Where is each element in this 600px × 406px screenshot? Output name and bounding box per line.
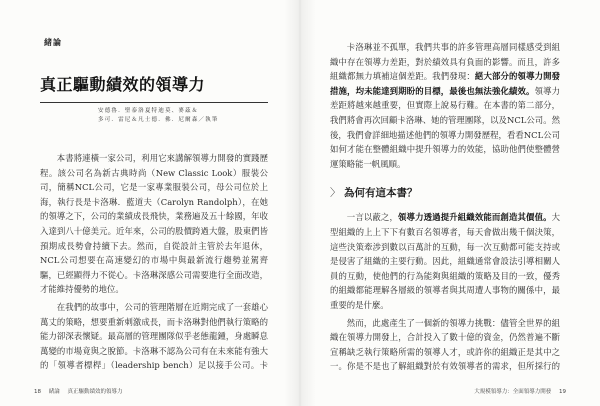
section-label: 緒論 — [44, 38, 62, 47]
paragraph: 然而，此處產生了一個新的領導力挑戰：儘管全世界的組織在領導力開發上，合計投入了數十億的資金，仍然普遍不斷宣稱缺乏執行策略所需的領導人才，或許你的組織正是其中之一。你是不是也了解組織對於有效領導者的需求，但所採行的 — [330, 317, 560, 372]
footer-title: 真正驅動績效的領導力 — [67, 389, 123, 395]
footer-title: 大規模領導力：全面領導力開發 — [474, 389, 552, 395]
author-credits — [98, 107, 258, 125]
footer-section: 緒論 — [48, 389, 60, 395]
title-divider — [40, 102, 268, 103]
paragraph: 本書將連橫一家公司，利用它來講解領導力開發的實踐歷程。該公司名為新古典時尚（New Classic Look）服裝公司，簡稱NCL公司，它是一家專業服裝公司，母公司位於上海，執行長是卡洛琳．藍道夫（Carolyn Randolph），在她的領導之下，公司的業績成長飛快，業務遍及五十餘國，年收入達到八十億美元。近年來，公司的股價跨過大盤，股東們皆預期成長勢會持續下去。然而，自從設計主管於去年退休，NCL公司想要在高速變幻的市場中與最新流行趨勢並駕齊驅，已經顯得力不從心。卡洛琳深感公司需要進行全面改造，才能維持優勢的地位。 — [40, 153, 268, 295]
page-number: 18 — [34, 389, 41, 395]
left-body-text — [40, 151, 268, 373]
text-run: 領導力差距將越來越重要，但實際上說易行難。在本書的第二部分，我們將會再次回顧卡洛琳、她的管理團隊，以及NCL公司。然後，我們會詳細地描述他們的領導力開發歷程，看看NCL公司如何才能在整體組織中提升領導力的效能，協助他們使整體營運策略能一帆風順。 — [330, 85, 560, 169]
right-page — [300, 0, 600, 406]
right-running-footer — [474, 388, 566, 396]
paragraph — [330, 40, 560, 171]
section-heading — [330, 185, 560, 201]
author-line: 多可．雷尼＆凡士德．佛．尼爾森／執筆 — [98, 117, 219, 123]
section-heading-text: 為何有這本書？ — [344, 187, 418, 200]
left-running-footer — [34, 388, 123, 396]
right-body-text — [330, 40, 560, 372]
chevron-right-icon: 〉 — [330, 187, 341, 200]
bold-text-run: 領導力透過提升組織效能而創造其價值。 — [398, 212, 552, 223]
author-line: 安德魯．聖泰洛夏特迪莫、麥茲＆ — [98, 108, 199, 114]
paragraph: 在我們的故事中，公司的管理階層在近期完成了一套雄心萬丈的策略，想要重新刺激成長，而卡洛琳對他們執行策略的能力卻深表懷疑。最高層的管理團隊似乎老態龍鍾，身處瞬息萬變的市場竟與之脫節。卡洛琳不認為公司有在未來能有強大的「領導者標桿」（leadership bench）足以接手公司。卡 — [40, 301, 268, 371]
text-run: 卡洛琳並不孤單，我們共事的許多管理高層同樣感受到組織中存在領導力差距，對於績效具有負面的影響。而且，許多組織都無力填補這個差距。我們發現： — [330, 42, 560, 82]
page-number: 19 — [559, 389, 566, 395]
text-run: 一言以蔽之， — [346, 212, 399, 223]
chapter-title: 真正驅動績效的領導力 — [40, 75, 206, 94]
text-run: 大型組織的上上下下有數百名領導者，每天會做出幾千個決策，這些決策牽涉到數以百萬計的互動，每一次互動都可能支持或是侵害了組織的主要行動。因此，組織通常會設法引導相關人員的互動，使他們的行為能夠與組織的策略及目的一致，優秀的組織都能理解各層級的領導者與其周遭人事物的關係中，最重要的是什麼。 — [330, 212, 560, 310]
bold-text-run: 絕大部分的領導力開發措施，均未能達到期盼的目標，最後也無法強化績效。 — [330, 71, 560, 96]
paragraph — [330, 210, 560, 312]
